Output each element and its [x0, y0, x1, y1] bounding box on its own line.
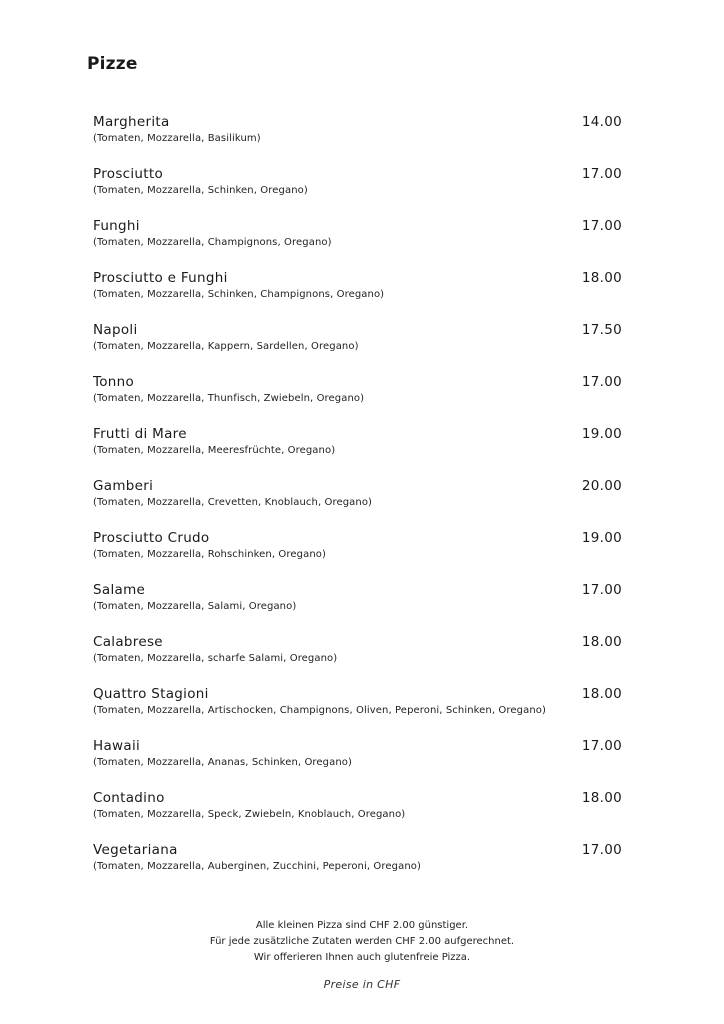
currency-note: Preise in CHF: [323, 978, 401, 991]
menu-item: [93, 737, 623, 789]
item-price: 17.00: [581, 374, 622, 390]
item-price: 17.00: [581, 842, 622, 858]
item-name: Gamberi: [93, 478, 154, 494]
menu-item: [93, 841, 623, 893]
menu-item: [93, 321, 623, 373]
footer: [0, 918, 724, 991]
footer-note-gluten-free: Wir offerieren Ihnen auch glutenfreie Pizza.: [253, 952, 471, 963]
item-description: (Tomaten, Mozzarella, Rohschinken, Oregano): [93, 549, 326, 560]
item-price: 14.00: [581, 114, 622, 130]
item-description: (Tomaten, Mozzarella, Kappern, Sardellen, Oregano): [93, 341, 359, 352]
item-description: (Tomaten, Mozzarella, Schinken, Oregano): [93, 185, 308, 196]
item-description: (Tomaten, Mozzarella, Salami, Oregano): [93, 601, 297, 612]
menu-item: [93, 269, 623, 321]
menu-item: [93, 685, 623, 737]
menu-item: [93, 789, 623, 841]
item-description: (Tomaten, Mozzarella, Ananas, Schinken, Oregano): [93, 757, 352, 768]
item-description: (Tomaten, Mozzarella, Champignons, Oregano): [93, 237, 332, 248]
item-name: Margherita: [93, 114, 170, 130]
item-price: 18.00: [581, 634, 622, 650]
item-name: Hawaii: [93, 738, 141, 754]
item-price: 19.00: [581, 530, 622, 546]
menu-item: [93, 113, 623, 165]
item-name: Calabrese: [93, 634, 163, 650]
item-price: 17.00: [581, 218, 622, 234]
item-description: (Tomaten, Mozzarella, Crevetten, Knoblauch, Oregano): [93, 497, 373, 508]
item-name: Quattro Stagioni: [93, 686, 209, 702]
item-description: (Tomaten, Mozzarella, scharfe Salami, Oregano): [93, 653, 338, 664]
item-description: (Tomaten, Mozzarella, Schinken, Champignons, Oregano): [93, 289, 385, 300]
menu-item: [93, 633, 623, 685]
item-description: (Tomaten, Mozzarella, Auberginen, Zucchini, Peperoni, Oregano): [93, 861, 421, 872]
item-price: 17.00: [581, 582, 622, 598]
menu-item: [93, 581, 623, 633]
item-price: 20.00: [581, 478, 622, 494]
menu-item: [93, 373, 623, 425]
item-description: (Tomaten, Mozzarella, Meeresfrüchte, Oregano): [93, 445, 336, 456]
item-name: Frutti di Mare: [93, 426, 187, 442]
page-title: Pizze: [87, 54, 138, 74]
footer-note-extra-toppings: Für jede zusätzliche Zutaten werden CHF 2.00 aufgerechnet.: [209, 936, 515, 947]
footer-note-small-pizza: Alle kleinen Pizza sind CHF 2.00 günstiger.: [255, 920, 469, 931]
item-price: 17.00: [581, 166, 622, 182]
item-name: Prosciutto e Funghi: [93, 270, 228, 286]
item-name: Funghi: [93, 218, 140, 234]
menu-item: [93, 165, 623, 217]
item-name: Vegetariana: [93, 842, 178, 858]
item-name: Prosciutto Crudo: [93, 530, 210, 546]
item-name: Napoli: [93, 322, 138, 338]
item-name: Salame: [93, 582, 146, 598]
item-description: (Tomaten, Mozzarella, Speck, Zwiebeln, Knoblauch, Oregano): [93, 809, 406, 820]
item-price: 18.00: [581, 790, 622, 806]
menu-item: [93, 217, 623, 269]
item-description: (Tomaten, Mozzarella, Artischocken, Champignons, Oliven, Peperoni, Schinken, Oregano): [93, 705, 546, 716]
item-name: Prosciutto: [93, 166, 164, 182]
item-price: 18.00: [581, 270, 622, 286]
item-description: (Tomaten, Mozzarella, Basilikum): [93, 133, 261, 144]
menu-item: [93, 529, 623, 581]
item-price: 19.00: [581, 426, 622, 442]
item-description: (Tomaten, Mozzarella, Thunfisch, Zwiebeln, Oregano): [93, 393, 365, 404]
item-name: Contadino: [93, 790, 165, 806]
item-name: Tonno: [93, 374, 135, 390]
menu-item: [93, 477, 623, 529]
menu-item: [93, 425, 623, 477]
item-price: 17.50: [581, 322, 622, 338]
menu-list: [93, 113, 623, 893]
item-price: 17.00: [581, 738, 622, 754]
item-price: 18.00: [581, 686, 622, 702]
